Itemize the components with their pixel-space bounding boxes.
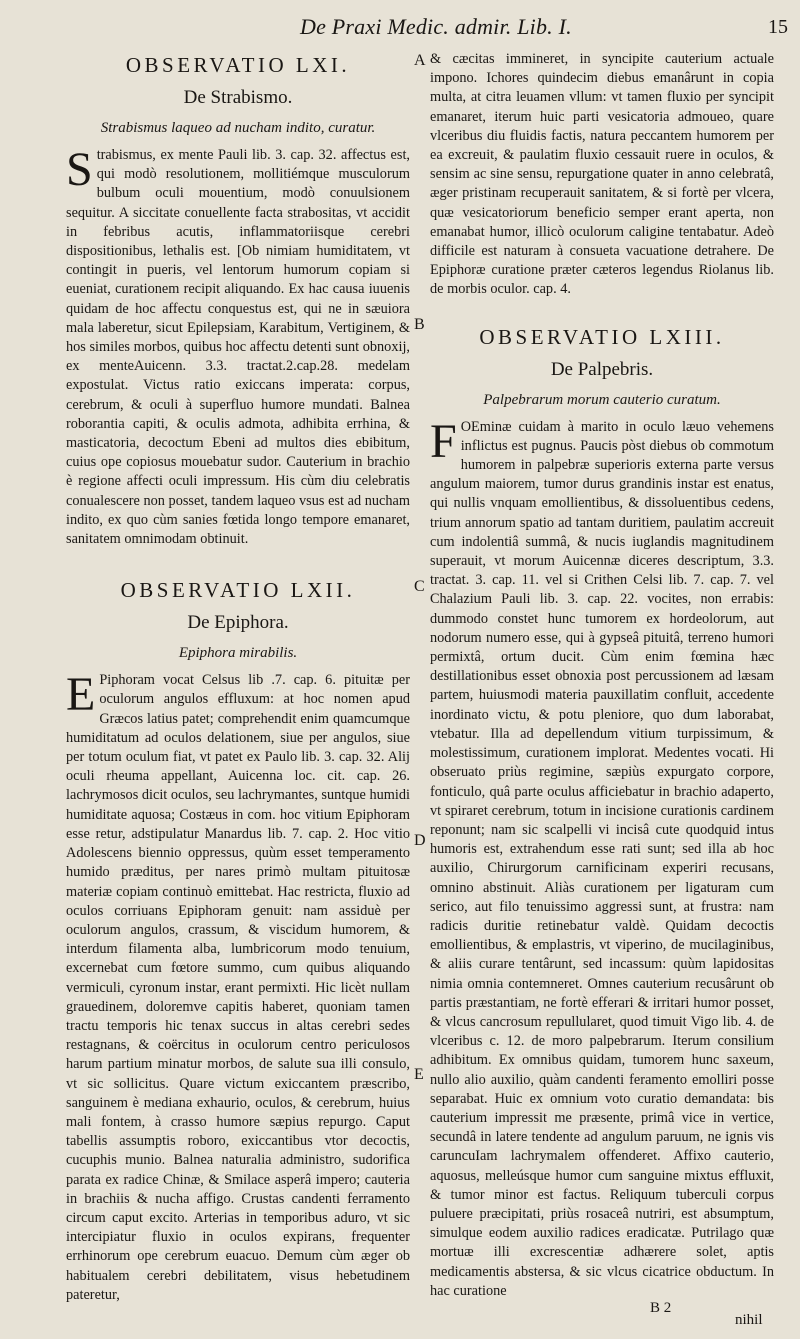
observation-subheading: De Epiphora.: [187, 612, 289, 634]
observation-summary: Strabismus laqueo ad nucham indito, curatur.: [100, 120, 376, 136]
signature-mark: B 2: [650, 1300, 672, 1316]
drop-cap: S: [66, 143, 93, 196]
observation-62: [66, 577, 410, 1305]
drop-cap: E: [66, 668, 96, 722]
observation-text: [66, 668, 410, 1305]
observation-text: [430, 414, 774, 1301]
drop-cap: F: [430, 414, 457, 468]
observation-heading: OBSERVATIO LXI.: [125, 53, 351, 77]
observation-61: [66, 52, 410, 549]
observation-heading: OBSERVATIO LXIII.: [479, 324, 725, 349]
running-title: De Praxi Medic. admir. Lib. I.: [300, 14, 572, 39]
page-number: 15: [768, 16, 788, 38]
observation-subheading: De Palpebris.: [550, 358, 654, 380]
margin-marker-c: C: [414, 578, 425, 595]
observation-subheading: De Strabismo.: [183, 87, 293, 108]
left-column: [66, 50, 410, 1315]
running-header: [0, 12, 800, 42]
observation-body: trabismus, ex mente Pauli lib. 3. cap. 32. affectus est, qui modò resolutionem, mollitiémque musculorum bulbum oculi mouentium, modò conuulsionem sequitur. A siccitate conuellente facta strabositas, vt accidit in febribus acutis, inflammatoriisque cerebri dispositionibus, lethalis est. [Ob nimiam humiditatem, vt contingit in pueris, vel lentorum humorum copiam si eueniat, curationem recipit aliquando. Ex hac causa iuuenis quidam de hoc affectu conquestus est, qui ne in sæuiora mala laberetur, sicut Epilepsiam, Karabitum, Vertiginem, & hos similes morbos, quibus hoc affectu detenti sunt obnoxij, ex menteAuicenn. 3.3. tractat.2.cap.28. medelam expostulat. Victus ratio exiccans imperata: corpus, cerebrum, & oculi à superfluo humore mundati. Balnea roborantia capiti, & oculis admota, adhibita errhina, & masticatoria, decoctum Ebeni ad multos dies ebibitum, cuius ope copiosus mouebatur sudor. Cauterium in brachio è regione affecti oculi impressum. His cùm diu celebratis conualescere non posset, tandem laqueo vsus est ad nucham indito, ex quo cùm sanies fœtida longo tempore emanaret, sanitatem omnimodam obtinuit.: [66, 147, 410, 548]
observation-summary: Epiphora mirabilis.: [178, 645, 298, 662]
margin-marker-b: B: [414, 316, 425, 333]
observation-62-continuation: & cæcitas immineret, in syncipite cauterium actuale impono. Ichores quindecim diebus emanârunt in copia multa, at citra leuamen vllum: vt tamen fluxio per syncipit emanaret, iterum huic parti vesicatoria admoueo, quare vlceribus diu fluidis factis, natura peccantem humorem per ea excreuit, & paulatim fluxio cessauit ruere in oculos, & sensim ac sine sensu, repurgatione quater in anno celebratâ, æger pristinam recuperauit sanitatem, & si fortè per vlcera, quæ vesicatoriorum beneficio semper erant aperta, non emanabat humor, illicò oculorum caligine tentabatur. Adeò difficile est naturam à consueta vacuatione detrahere. De Epiphoræ curatione præter cæteros legendus Riolanus lib. de morbis oculor. cap. 4.: [430, 51, 774, 298]
catchword: nihil: [735, 1312, 763, 1328]
observation-text: [66, 143, 410, 549]
observation-body: Piphoram vocat Celsus lib .7. cap. 6. pituitæ per oculorum angulos effluxum: at hoc nomen apud Græcos latius patet; comprehendit enim quamcumque humiditatum ad oculos delationem, siue per angulos, siue per totum oculum fiat, vt patet ex Paulo lib. 3. cap. 32. Alij oculi rheuma appellant, Auicenna loc. cit. cap. 26. lachrymosos dicit oculos, seu lachrymantes, suntque humidi humiditate aquosa; Costæus in com. hoc vitium Epiphoram esse retur, adstipulatur Manardus lib. 7. cap. 2. Hoc vitio Adolescens biennio oppressus, quùm esset temperamento humido præditus, per nares primò multam pituitosæ materiæ copiam continuò emittebat. Hac restricta, fluxio ad oculos corriuans Epiphoram genuit: nam assiduè per oculorum angulos, crassum, & viscidum humorem, & interdum filamenta alba, lumbricorum modo tenuium, excernebat cum fœtore summo, cum quibus aliquando vermiculi, cyronum instar, erant permixti. Hic licèt nullam grauedinem, doloremve capitis haberet, quoniam tamen tractu temporis hic tenax succus in altas cerebri sedes restagnans, & coërcitus in oculorum centro periculosos harum partium minatur morbos, de salute sua illi consulo, vt sic sollicitus. Quare victum exiccantem præscribo, sanguinem è mediana exhaurio, oculos, & cerebrum, huius mali fontem, à crasso humore sæpius repurgo. Caput tabellis assumptis roboro, exiccantibus vtor decoctis, cucuphis munio. Balnea naturalia administro, sudorifica parata ex radice Chinæ, & Smilace asperâ impero; cauteria in brachiis & nucha affigo. Crustas candenti ferramento circum caput excito. Arterias in temporibus aduro, vt sic intercipiatur fluxio in oculos expirans, frequenter errhinorum ope cerebrum euacuo. Demum cùm æger ob habitualem cerebri debilitatem, visus hebetudinem pateretur,: [66, 672, 410, 1303]
margin-marker-d: D: [414, 832, 426, 849]
right-column: [430, 50, 774, 1311]
observation-heading: OBSERVATIO LXII.: [120, 578, 356, 603]
margin-marker-a: A: [414, 52, 426, 69]
margin-marker-e: E: [414, 1066, 424, 1083]
observation-body: OEminæ cuidam à marito in oculo læuo vehemens inflictus est pugnus. Paucis pòst diebus ob commotum humorem in palpebræ superioris externa parte versus angulum maiorem, tumor durus grandinis instar est enatus, qui nullis vnquam emollientibus, & dissoluentibus cedens, trium annorum spatio ad tantam duritiem, paulatim accreuit cum indolentiâ summâ, & nucis iuglandis magnitudinem superauit, vt morum Auicennæ diceres descriptum, 3.3. tractat. 3. cap. 11. vel si Crithen Celsi lib. 7. cap. 7. vel Chalazium Pauli lib. 3. cap. 22. vocites, non errabis: dummodo constet hunc tumorem ex hordeolorum, aut nodorum numero esse, qui à gypseâ pituitâ, terreno humori permixtâ, ortum ducit. Cùm enim fœmina hæc destillationibus esset obnoxia post percussionem ad læsam partem, huiusmodi materia pauxillatim confluit, accedente inordinato victu, & potu pleniore, quo dum laborabat, vtebatur. Illa ad depellendum vitium turpissimum, & molestissimum, curationem implorat. Medentes vocati. Hi obseruato priùs regimine, sæpiùs expurgato corpore, fonticulo, quâ parte oculus afficiebatur in brachio adaperto, vt spiraret cerebrum, totum in incisione curationis cardinem reponunt; nam sic scalpelli vi incisâ cute quodquid intus humoris est, extrahendum esse rati sunt; sed illa ab hoc auxilio, Chirurgorum carnificinam experiri recusans, omnino abstinuit. Aliàs curationem per ligaturam cum serico, aut filo tenuissimo aggressi sunt, at frustra: nam radicis duritie retinebatur valdè. Quidam decoctis emollientibus, & emplastris, vt viperino, de mucilaginibus, & aliis curare tentârunt, sed incassum: quùm lapidositas nimia omnia contemneret. Omnes cauterium recusârunt ob partis præstantiam, ne fortè efferari & irritari humor posset, & vlcus cancrosum repullularet, quod timuit Vigo lib. 4. de vlceribus c. 12. de moro palpebrarum. Iterum consilium adhibitum. Ex omnibus quidam, tumorem hunc saxeum, nullo alio auxilio, quàm candenti feramento emolliri posse separabat. Huic ex omnium voto curatio demandata: bis cauterium impressit me præsente, primâ vice in vertice, secundâ in latere tendente ad angulum paruum, ne ignis vis caruncuIam lachrymalem offenderet. Affixo cauterio, aquosus, melleúsque humor cum sanguine mixtus effluxit, & tumor minor est factus. Reliquum tuberculi corpus puluere præcipitati, priùs rosaceâ nutriri, est absumptum, simulque eodem auxilio radices eradicatæ. Putrilago quæ mortuæ illi excrescentiæ adhærere solet, aptis medicamentis abstersa, & sic vlcus cicatrice obductum. In hac curatione: [430, 418, 774, 1299]
observation-63: [430, 324, 774, 1301]
observation-summary: Palpebrarum morum cauterio curatum.: [483, 391, 721, 408]
